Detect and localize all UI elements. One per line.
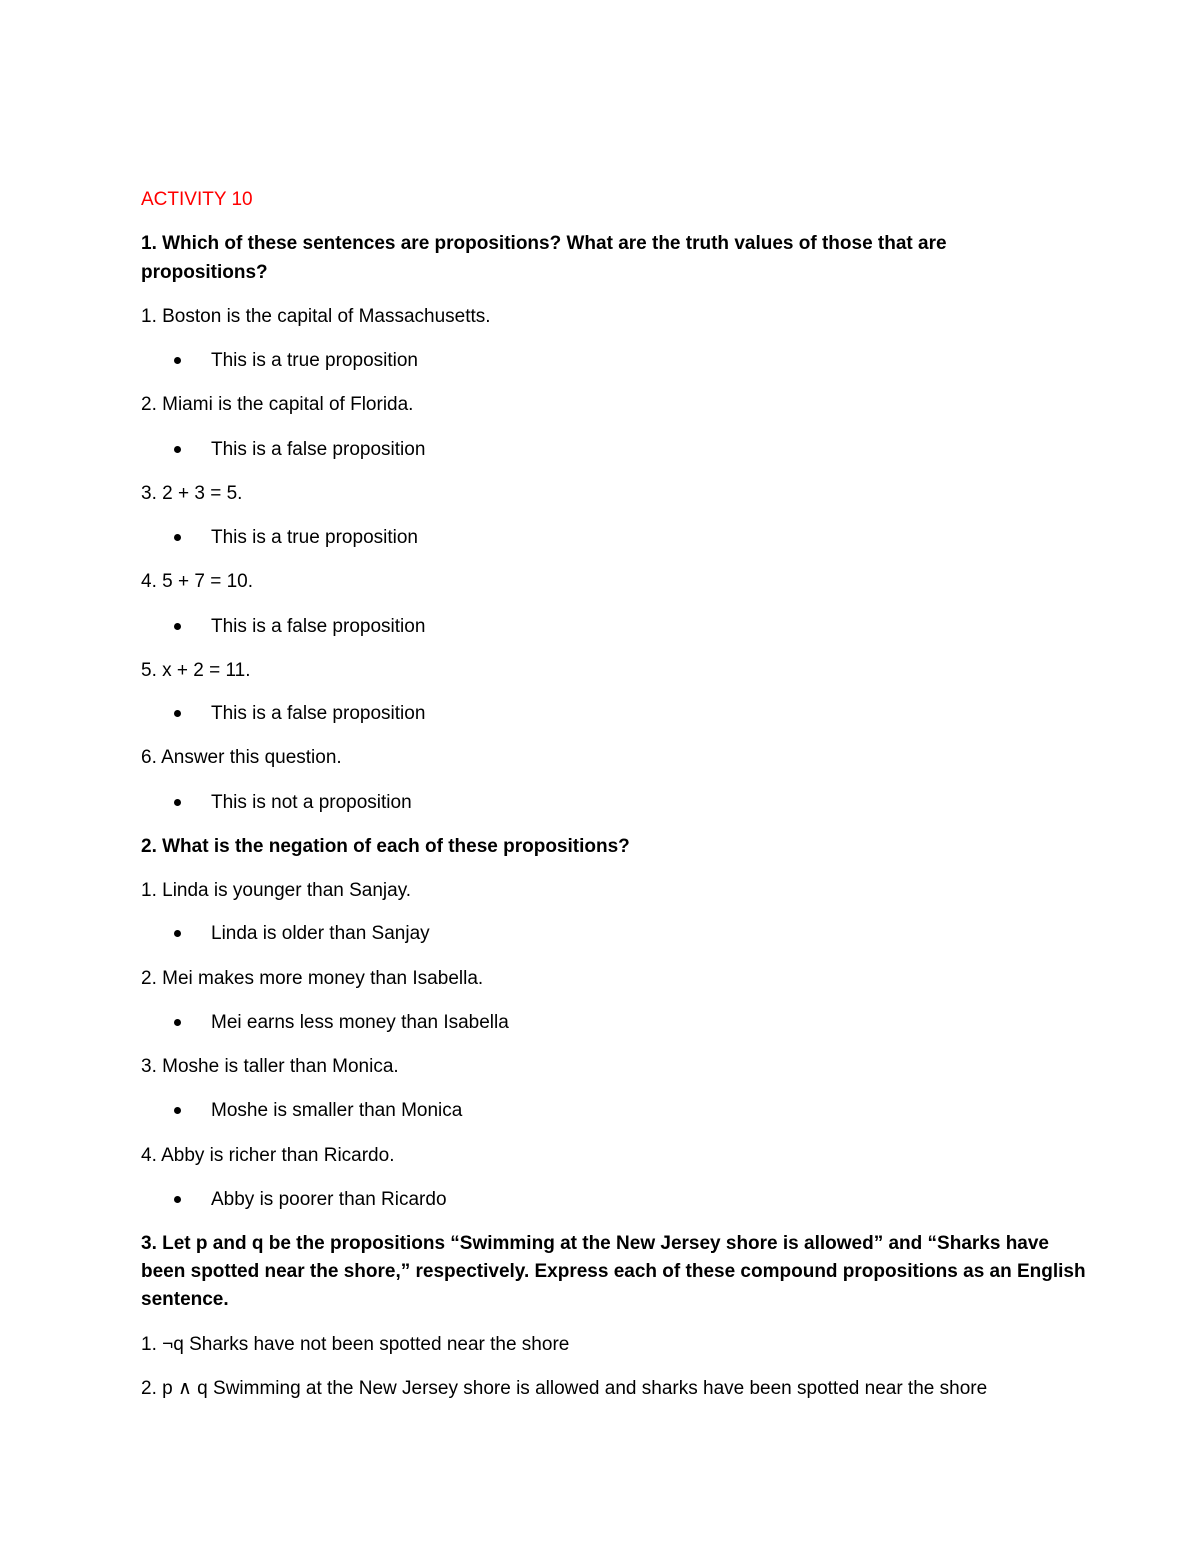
- q1-item-5-text: x + 2 = 11.: [156, 660, 251, 681]
- bullet-icon: [174, 623, 181, 630]
- q1-item-6-answer: This is not a proposition: [211, 792, 412, 813]
- q1-item-3-text: 2 + 3 = 5.: [156, 483, 243, 504]
- bullet-icon: [174, 710, 181, 717]
- question-2-heading: 2. What is the negation of each of these propositions?: [141, 836, 630, 857]
- activity-title: ACTIVITY 10: [141, 189, 253, 210]
- bullet-icon: [174, 446, 181, 453]
- q2-item-4-answer: Abby is poorer than Ricardo: [211, 1189, 447, 1210]
- q2-item-2-number: 2.: [141, 968, 157, 989]
- q1-item-1: [141, 305, 491, 329]
- q2-item-4-text: Abby is richer than Ricardo.: [156, 1145, 395, 1166]
- q2-item-4-number: 4.: [141, 1145, 157, 1166]
- q1-item-3-number: 3.: [141, 483, 157, 504]
- q1-item-2-text: Miami is the capital of Florida.: [156, 394, 414, 415]
- bullet-icon: [174, 799, 181, 806]
- bullet-icon: [174, 1196, 181, 1203]
- q3-item-1-text: ¬q Sharks have not been spotted near the shore: [156, 1334, 570, 1355]
- q3-item-1-number: 1.: [141, 1334, 157, 1355]
- q3-item-2: [141, 1377, 987, 1401]
- q1-item-2-number: 2.: [141, 394, 157, 415]
- q1-item-2-answer: This is a false proposition: [211, 439, 426, 460]
- q2-item-2: [141, 967, 483, 991]
- q1-item-1-answer: This is a true proposition: [211, 350, 418, 371]
- q1-item-6: [141, 746, 342, 770]
- bullet-icon: [174, 930, 181, 937]
- bullet-icon: [174, 534, 181, 541]
- q2-item-2-text: Mei makes more money than Isabella.: [156, 968, 484, 989]
- q3-item-1: [141, 1333, 569, 1357]
- question-3-heading-line-2: been spotted near the shore,” respectively. Express each of these compound propositions as an English: [141, 1261, 1086, 1282]
- q2-item-3-number: 3.: [141, 1056, 157, 1077]
- q1-item-3: [141, 482, 242, 506]
- q1-item-4-number: 4.: [141, 571, 157, 592]
- q1-item-6-number: 6.: [141, 747, 157, 768]
- q2-item-4: [141, 1144, 394, 1168]
- q1-item-5-answer: This is a false proposition: [211, 703, 426, 724]
- q2-item-3-text: Moshe is taller than Monica.: [156, 1056, 399, 1077]
- q1-item-6-text: Answer this question.: [156, 747, 342, 768]
- bullet-icon: [174, 1019, 181, 1026]
- q2-item-3: [141, 1055, 399, 1079]
- q1-item-4-text: 5 + 7 = 10.: [156, 571, 253, 592]
- q1-item-3-answer: This is a true proposition: [211, 527, 418, 548]
- q2-item-1-answer: Linda is older than Sanjay: [211, 923, 430, 944]
- question-1-heading-line-1: 1. Which of these sentences are propositions? What are the truth values of those that are: [141, 233, 947, 254]
- q1-item-5: [141, 659, 251, 683]
- q2-item-1-number: 1.: [141, 880, 157, 901]
- q3-item-2-text: p ∧ q Swimming at the New Jersey shore is allowed and sharks have been spotted near the shore: [156, 1378, 988, 1399]
- q3-item-2-number: 2.: [141, 1378, 157, 1399]
- q1-item-4-answer: This is a false proposition: [211, 616, 426, 637]
- bullet-icon: [174, 357, 181, 364]
- bullet-icon: [174, 1107, 181, 1114]
- q1-item-1-text: Boston is the capital of Massachusetts.: [156, 306, 491, 327]
- question-3-heading-line-3: sentence.: [141, 1289, 229, 1310]
- q2-item-1: [141, 879, 411, 903]
- q1-item-4: [141, 570, 253, 594]
- q1-item-2: [141, 393, 413, 417]
- question-1-heading-line-2: propositions?: [141, 262, 268, 283]
- q2-item-1-text: Linda is younger than Sanjay.: [156, 880, 412, 901]
- q1-item-5-number: 5.: [141, 660, 157, 681]
- question-3-heading-line-1: 3. Let p and q be the propositions “Swimming at the New Jersey shore is allowed” and “Sharks have: [141, 1233, 1050, 1254]
- q2-item-2-answer: Mei earns less money than Isabella: [211, 1012, 509, 1033]
- q2-item-3-answer: Moshe is smaller than Monica: [211, 1100, 463, 1121]
- q1-item-1-number: 1.: [141, 306, 157, 327]
